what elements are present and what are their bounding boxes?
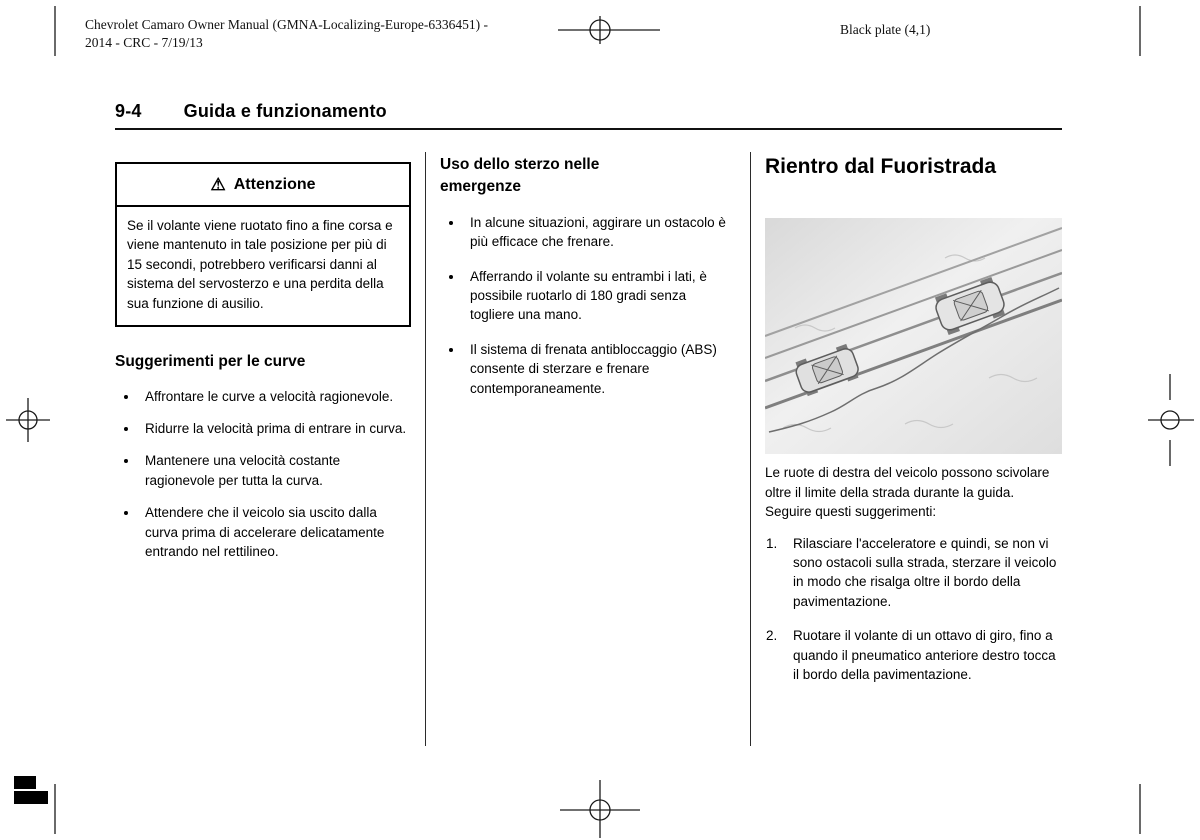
registration-mark-left [19,411,37,429]
list-item [115,451,411,490]
heading-curve-tips: Suggerimenti per le curve [115,353,306,371]
running-header [85,16,488,52]
registration-mark-bottom [590,800,610,820]
list-item-text: In alcune situazioni, aggirare un ostacolo è più efficace che frenare. [470,214,726,250]
bullet-marker [449,275,453,279]
plate-label: Black plate (4,1) [840,22,931,37]
list-item-text: Il sistema di frenata antibloccaggio (ABS) consente di sterzare e frenare contemporaneamente. [470,341,717,396]
numbered-item-text: Ruotare il volante di un ottavo di giro, fino a quando il pneumatico anteriore destro tocca il bordo della pavimentazione. [793,628,1056,683]
content-columns [115,152,1062,746]
item-number: 2. [766,628,778,644]
left-column [115,152,411,746]
list-item [115,503,411,561]
column-divider [750,152,751,746]
curve-tips-list [115,387,411,562]
emergency-steering-list [440,213,731,399]
road-edge-diagram [765,218,1062,454]
offroad-illustration [765,218,1062,454]
registration-mark-right [1161,411,1179,429]
heading-offroad-recovery: Rientro dal Fuoristrada [765,155,997,178]
list-item [440,267,731,325]
bullet-marker [124,395,128,399]
ink-block-large [14,791,48,804]
item-number: 1. [766,535,778,551]
section-title: Guida e funzionamento [183,101,387,121]
registration-mark-top [590,20,610,40]
caution-body: Se il volante viene ruotato fino a fine corsa e viene mantenuto in tale posizione per più di 15 secondi, potrebbero verificarsi danni al sistema del servosterzo e una perdita della sua funzione di ausilio. [127,218,393,311]
numbered-item [765,534,1062,612]
offroad-intro-text: Le ruote di destra del veicolo possono scivolare oltre il limite della strada durante la guida. Seguire questi suggerimenti: [765,465,1050,520]
list-item-text: Affrontare le curve a velocità ragionevole. [145,388,394,404]
right-column [765,152,1062,746]
list-item-text: Ridurre la velocità prima di entrare in curva. [145,420,407,436]
heading-emergency-steering: Uso dello sterzo nelle emergenze [440,156,600,196]
bullet-marker [124,511,128,515]
bullet-marker [124,427,128,431]
header-line-1: Chevrolet Camaro Owner Manual (GMNA-Localizing-Europe-6336451) - [85,17,489,32]
list-item [115,387,411,406]
ink-block-small [14,776,36,789]
illustration-background [765,218,1062,454]
title-rule [115,128,1062,130]
list-item-text: Attendere che il veicolo sia uscito dalla curva prima di accelerare delicatamente entrando nel rettilineo. [145,505,385,560]
warning-icon: ⚠ [210,175,226,195]
bullet-marker [449,221,453,225]
page-title [115,101,387,122]
bullet-marker [124,459,128,463]
offroad-steps-list [765,534,1062,685]
list-item [115,419,411,438]
middle-column [440,152,731,746]
caution-box [115,162,411,327]
column-divider [425,152,426,746]
header-line-2: 2014 - CRC - 7/19/13 [85,35,203,50]
list-item-text: Mantenere una velocità costante ragionevole per tutta la curva. [145,453,341,488]
numbered-item [765,626,1062,684]
list-item [440,340,731,398]
numbered-item-text: Rilasciare l'acceleratore e quindi, se non vi sono ostacoli sulla strada, sterzare il veicolo in modo che risalga oltre il bordo della pavimentazione. [793,535,1057,609]
list-item [440,213,731,252]
bullet-marker [449,348,453,352]
page-number: 9-4 [115,101,142,121]
list-item-text: Afferrando il volante su entrambi i lati, è possibile ruotarlo di 180 gradi senza togliere una mano. [470,268,707,323]
caution-header [117,164,409,207]
caution-title: Attenzione [233,176,316,193]
